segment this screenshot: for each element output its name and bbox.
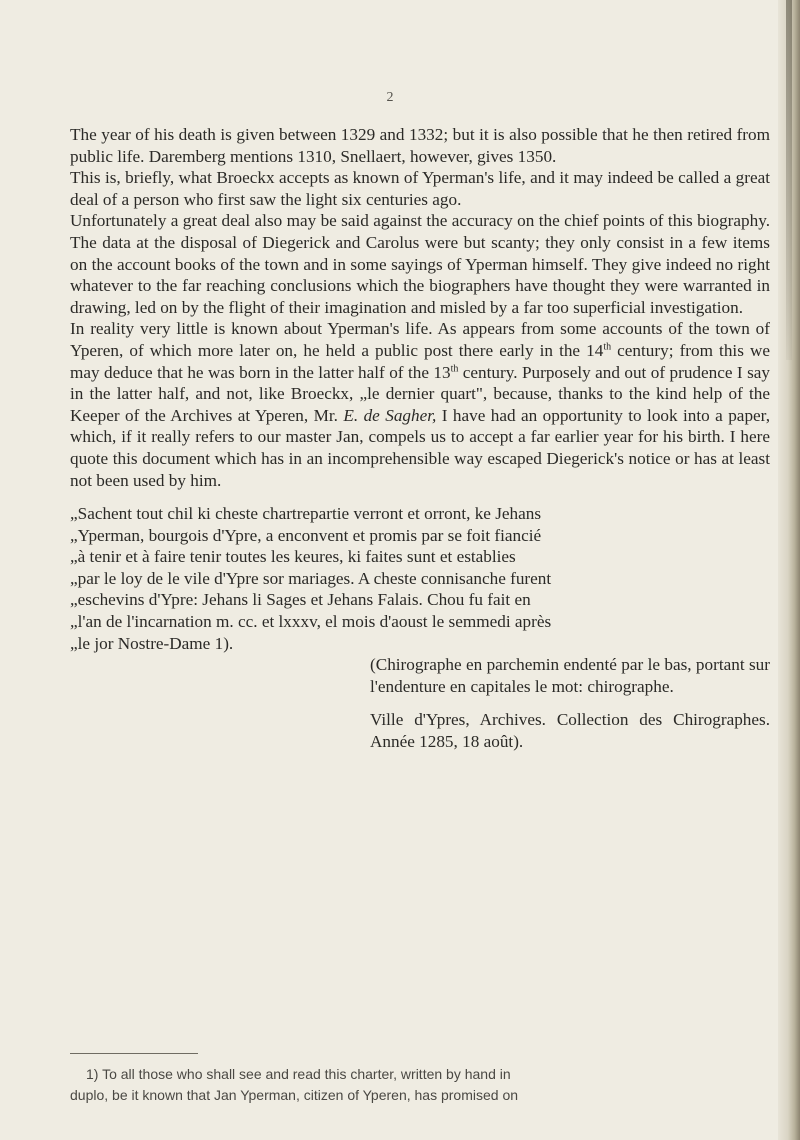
- charter-line: „le jor Nostre-Dame 1).: [70, 633, 234, 653]
- source-note-description: (Chirographe en parchemin endenté par le bas, portant sur l'endenture en capitales le mot: chirographe.: [370, 655, 770, 696]
- footnote-line: 1) To all those who shall see and read this charter, written by hand in: [86, 1066, 511, 1082]
- charter-line: „par le loy de le vile d'Ypre sor mariages. A cheste connisanche furent: [70, 568, 552, 588]
- footnote-rule: [70, 1053, 198, 1054]
- paragraph-4-text-c: century. Purposely and out of prudence I say in the latter half, and not, like Broeckx, „le dernier quart", because, thanks to the kind help of the Keeper of the Archives at Yperen, Mr.: [70, 362, 770, 425]
- footnote: [70, 1064, 770, 1106]
- paragraph-3: Unfortunately a great deal also may be said against the accuracy on the chief points of this biography. The data at the disposal of Diegerick and Carolus were but scanty; they only consist in a few items on the account books of the town and in some sayings of Yperman himself. They give indeed no right whatever to the far reaching conclusions which the biographers have thought they were warranted in drawing, led on by the flight of their imagination and misled by a far too superficial investigation.: [70, 211, 770, 317]
- charter-line: „Sachent tout chil ki cheste chartrepartie verront et orront, ke Jehans: [70, 504, 542, 524]
- paragraph-2: This is, briefly, what Broeckx accepts as known of Yperman's life, and it may indeed be called a great deal of a person who first saw the light six centuries ago.: [70, 168, 770, 209]
- page-number: 2: [386, 90, 394, 105]
- superscript-th: th: [603, 341, 612, 353]
- charter-line: „à tenir et à faire tenir toutes les keures, ki faites sunt et establies: [70, 547, 516, 567]
- footnote-line: duplo, be it known that Jan Yperman, citizen of Yperen, has promised on: [70, 1087, 519, 1103]
- paragraph-4-text-a: In reality very little is known about Yperman's life. As appears from some accounts of the town of Yperen, of which more later on, he held a public post there early in the 14: [70, 319, 770, 360]
- page-edge-shadow: [786, 0, 792, 360]
- charter-line: „eschevins d'Ypre: Jehans li Sages et Jehans Falais. Chou fu fait en: [70, 590, 531, 610]
- paragraph-4-text-d: I have had an opportunity to look into a paper, which, if it really refers to our master Jan, compels us to accept a far earlier year for his birth. I here quote this document which has in an incomprehensible way escaped Diegerick's notice or has at least not been used by him.: [70, 405, 770, 490]
- charter-line: „l'an de l'incarnation m. cc. et lxxxv, el mois d'aoust le semmedi après: [70, 612, 552, 632]
- paragraph-4: [70, 318, 770, 491]
- superscript-th: th: [450, 362, 459, 374]
- archivist-name: E. de Sagher,: [343, 405, 437, 425]
- source-note-archive: Ville d'Ypres, Archives. Collection des Chirographes. Année 1285, 18 août).: [370, 710, 770, 752]
- paragraph-4-text-b: century; from this we may deduce that he was born in the latter half of the 13: [70, 340, 770, 382]
- paragraph-1: The year of his death is given between 1329 and 1332; but it is also possible that he then retired from public life. Daremberg mentions 1310, Snellaert, however, gives 1350.: [70, 125, 770, 166]
- charter-line: „Yperman, bourgois d'Ypre, a enconvent et promis par se foit fiancié: [70, 525, 542, 545]
- body-text: [70, 124, 770, 753]
- charter-quote: [70, 503, 770, 654]
